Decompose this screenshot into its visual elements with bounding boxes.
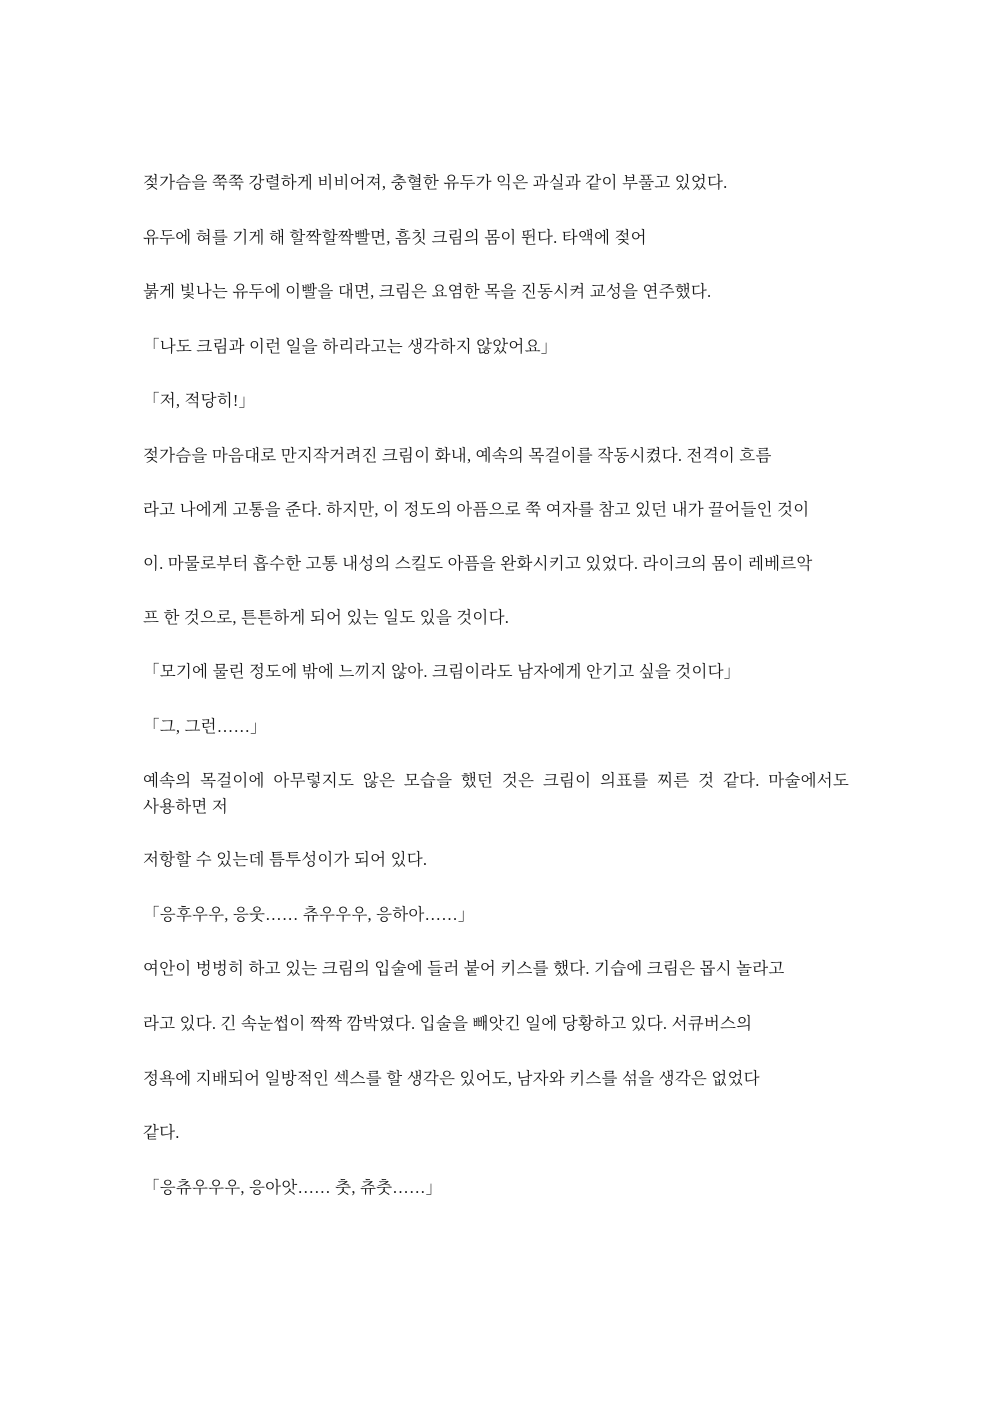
paragraph: 붉게 빛나는 유두에 이빨을 대면, 크림은 요염한 목을 진동시켜 교성을 연주했다. — [143, 282, 712, 302]
paragraph: 정욕에 지배되어 일방적인 섹스를 할 생각은 있어도, 남자와 키스를 섞을 생각은 없었다 — [143, 1068, 760, 1088]
paragraph: 젖가슴을 쭉쭉 강렬하게 비비어져, 충혈한 유두가 익은 과실과 같이 부풀고 있었다. — [143, 173, 728, 192]
paragraph: 「응츄우우우, 응아앗…… 춧, 츄춧……」 — [143, 1177, 443, 1197]
paragraph: 이. 마물로부터 흡수한 고통 내성의 스킬도 아픔을 완화시키고 있었다. 라이크의 몸이 레베르악 — [143, 553, 813, 573]
paragraph: 유두에 혀를 기게 해 할짝할짝빨면, 흠칫 크림의 몸이 뛴다. 타액에 젖어 — [143, 227, 647, 247]
paragraph: 여안이 벙벙히 하고 있는 크림의 입술에 들러 붙어 키스를 했다. 기습에 크림은 몹시 놀라고 — [143, 959, 785, 979]
paragraph: 「응후우우, 응웃…… 츄우우우, 응하아……」 — [143, 904, 475, 924]
paragraph: 젖가슴을 마음대로 만지작거려진 크림이 화내, 예속의 목걸이를 작동시켰다. 전격이 흐름 — [143, 445, 772, 465]
paragraph: 같다. — [143, 1123, 180, 1143]
paragraph: 라고 있다. 긴 속눈썹이 짝짝 깜박였다. 입술을 빼앗긴 일에 당황하고 있다. 서큐버스의 — [143, 1014, 753, 1033]
paragraph: 「모기에 물린 정도에 밖에 느끼지 않아. 크림이라도 남자에게 안기고 싶을 것이다」 — [143, 662, 741, 682]
document-body — [143, 170, 849, 1200]
paragraph: 「나도 크림과 이런 일을 하리라고는 생각하지 않았어요」 — [143, 336, 558, 356]
paragraph: 예속의 목걸이에 아무렇지도 않은 모습을 했던 것은 크림이 의표를 찌른 것 같다. 마술에서도 사용하면 저 — [143, 771, 849, 816]
paragraph: 저항할 수 있는데 틈투성이가 되어 있다. — [143, 850, 428, 870]
paragraph: 「그, 그런……」 — [143, 716, 267, 736]
paragraph: 프 한 것으로, 튼튼하게 되어 있는 일도 있을 것이다. — [143, 607, 510, 627]
paragraph: 「저, 적당히!」 — [143, 391, 256, 411]
paragraph: 라고 나에게 고통을 준다. 하지만, 이 정도의 아픔으로 쭉 여자를 참고 있던 내가 끌어들인 것이 — [143, 500, 810, 520]
